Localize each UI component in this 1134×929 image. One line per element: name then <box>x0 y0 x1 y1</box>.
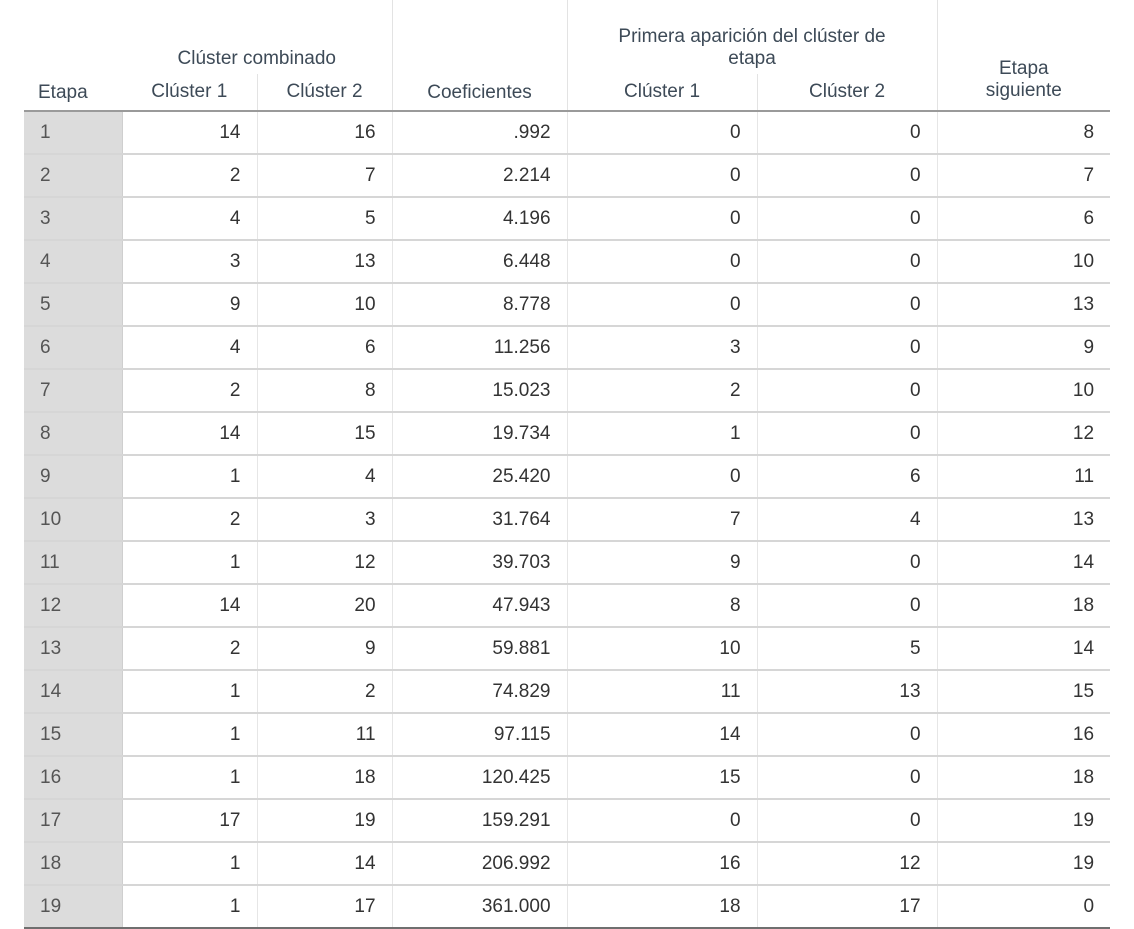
cell-cluster1: 2 <box>122 498 257 541</box>
cell-primera-cluster1: 0 <box>567 154 757 197</box>
cell-primera-cluster1: 14 <box>567 713 757 756</box>
cell-cluster1: 3 <box>122 240 257 283</box>
cell-coeficiente: 206.992 <box>392 842 567 885</box>
table-row <box>24 240 1110 283</box>
cell-primera-cluster1: 15 <box>567 756 757 799</box>
cell-coeficiente: 19.734 <box>392 412 567 455</box>
cell-etapa: 4 <box>24 240 122 283</box>
cell-cluster1: 1 <box>122 885 257 928</box>
cell-etapa: 18 <box>24 842 122 885</box>
cell-coeficiente: 6.448 <box>392 240 567 283</box>
cell-primera-cluster1: 3 <box>567 326 757 369</box>
cell-etapa: 8 <box>24 412 122 455</box>
cell-primera-cluster2: 0 <box>757 412 937 455</box>
cell-cluster1: 14 <box>122 584 257 627</box>
cell-coeficiente: .992 <box>392 111 567 154</box>
cell-etapa-siguiente: 19 <box>937 799 1110 842</box>
cell-etapa-siguiente: 14 <box>937 541 1110 584</box>
cell-etapa: 14 <box>24 670 122 713</box>
cell-etapa-siguiente: 14 <box>937 627 1110 670</box>
cell-cluster2: 18 <box>257 756 392 799</box>
table-row <box>24 756 1110 799</box>
cell-coeficiente: 159.291 <box>392 799 567 842</box>
cell-cluster2: 12 <box>257 541 392 584</box>
cell-etapa: 9 <box>24 455 122 498</box>
table-row <box>24 154 1110 197</box>
header-etapa-siguiente: Etapa siguiente <box>937 0 1110 111</box>
cell-cluster2: 11 <box>257 713 392 756</box>
cell-primera-cluster1: 0 <box>567 455 757 498</box>
cell-cluster2: 8 <box>257 369 392 412</box>
table-row <box>24 326 1110 369</box>
table-row <box>24 584 1110 627</box>
cell-cluster1: 1 <box>122 842 257 885</box>
table-row <box>24 627 1110 670</box>
cell-coeficiente: 2.214 <box>392 154 567 197</box>
cell-cluster2: 10 <box>257 283 392 326</box>
cell-primera-cluster2: 0 <box>757 713 937 756</box>
cell-primera-cluster1: 18 <box>567 885 757 928</box>
cell-etapa: 1 <box>24 111 122 154</box>
table-row <box>24 197 1110 240</box>
header-cluster1: Clúster 1 <box>122 74 257 111</box>
cell-etapa-siguiente: 8 <box>937 111 1110 154</box>
header-coeficientes: Coeficientes <box>392 0 567 111</box>
cell-primera-cluster2: 12 <box>757 842 937 885</box>
cell-etapa-siguiente: 19 <box>937 842 1110 885</box>
cell-primera-cluster1: 16 <box>567 842 757 885</box>
cell-primera-cluster2: 0 <box>757 799 937 842</box>
cell-cluster1: 4 <box>122 326 257 369</box>
cell-coeficiente: 47.943 <box>392 584 567 627</box>
cell-etapa-siguiente: 18 <box>937 756 1110 799</box>
cell-coeficiente: 39.703 <box>392 541 567 584</box>
cell-cluster1: 1 <box>122 756 257 799</box>
cell-etapa-siguiente: 6 <box>937 197 1110 240</box>
cell-coeficiente: 11.256 <box>392 326 567 369</box>
cell-etapa: 5 <box>24 283 122 326</box>
cell-primera-cluster2: 4 <box>757 498 937 541</box>
cell-cluster2: 2 <box>257 670 392 713</box>
table-row <box>24 412 1110 455</box>
header-cluster2: Clúster 2 <box>257 74 392 111</box>
cell-coeficiente: 97.115 <box>392 713 567 756</box>
cell-etapa: 11 <box>24 541 122 584</box>
cell-etapa: 10 <box>24 498 122 541</box>
cell-etapa: 2 <box>24 154 122 197</box>
cell-cluster1: 2 <box>122 369 257 412</box>
cell-primera-cluster2: 6 <box>757 455 937 498</box>
cell-cluster2: 16 <box>257 111 392 154</box>
cell-etapa-siguiente: 10 <box>937 369 1110 412</box>
cell-etapa: 12 <box>24 584 122 627</box>
cell-etapa-siguiente: 9 <box>937 326 1110 369</box>
cell-primera-cluster1: 0 <box>567 283 757 326</box>
cell-cluster1: 9 <box>122 283 257 326</box>
cell-primera-cluster1: 11 <box>567 670 757 713</box>
cell-primera-cluster2: 0 <box>757 369 937 412</box>
table-row <box>24 498 1110 541</box>
cell-etapa-siguiente: 11 <box>937 455 1110 498</box>
cell-etapa: 15 <box>24 713 122 756</box>
table-row <box>24 885 1110 928</box>
cell-coeficiente: 25.420 <box>392 455 567 498</box>
header-pa-cluster2: Clúster 2 <box>757 74 937 111</box>
cell-primera-cluster2: 0 <box>757 584 937 627</box>
cell-cluster1: 2 <box>122 627 257 670</box>
table-row <box>24 283 1110 326</box>
cell-primera-cluster1: 0 <box>567 111 757 154</box>
cell-cluster2: 3 <box>257 498 392 541</box>
header-cluster-combinado: Clúster combinado <box>122 0 392 74</box>
cell-primera-cluster2: 0 <box>757 154 937 197</box>
cell-primera-cluster2: 0 <box>757 541 937 584</box>
cell-cluster2: 6 <box>257 326 392 369</box>
cell-etapa: 6 <box>24 326 122 369</box>
cell-cluster2: 20 <box>257 584 392 627</box>
cell-primera-cluster1: 1 <box>567 412 757 455</box>
cell-etapa-siguiente: 7 <box>937 154 1110 197</box>
cell-cluster2: 5 <box>257 197 392 240</box>
cell-etapa: 3 <box>24 197 122 240</box>
cell-cluster1: 14 <box>122 412 257 455</box>
cell-etapa-siguiente: 13 <box>937 498 1110 541</box>
cell-cluster1: 1 <box>122 670 257 713</box>
table-row <box>24 541 1110 584</box>
cell-cluster1: 1 <box>122 455 257 498</box>
cell-etapa-siguiente: 16 <box>937 713 1110 756</box>
cell-etapa: 7 <box>24 369 122 412</box>
cell-etapa: 17 <box>24 799 122 842</box>
cell-cluster2: 15 <box>257 412 392 455</box>
cell-cluster2: 9 <box>257 627 392 670</box>
header-pa-cluster1: Clúster 1 <box>567 74 757 111</box>
cell-etapa: 13 <box>24 627 122 670</box>
table-row <box>24 670 1110 713</box>
agglomeration-table <box>24 0 1110 929</box>
cell-primera-cluster2: 5 <box>757 627 937 670</box>
cell-primera-cluster2: 0 <box>757 240 937 283</box>
cell-primera-cluster2: 0 <box>757 111 937 154</box>
cell-etapa-siguiente: 0 <box>937 885 1110 928</box>
cell-cluster1: 14 <box>122 111 257 154</box>
cell-cluster1: 4 <box>122 197 257 240</box>
cell-primera-cluster2: 17 <box>757 885 937 928</box>
cell-coeficiente: 120.425 <box>392 756 567 799</box>
cell-primera-cluster1: 10 <box>567 627 757 670</box>
cell-primera-cluster2: 0 <box>757 326 937 369</box>
cell-cluster1: 1 <box>122 713 257 756</box>
cell-coeficiente: 31.764 <box>392 498 567 541</box>
cell-etapa-siguiente: 13 <box>937 283 1110 326</box>
cell-primera-cluster1: 0 <box>567 799 757 842</box>
cell-primera-cluster1: 8 <box>567 584 757 627</box>
cell-etapa: 16 <box>24 756 122 799</box>
table-row <box>24 842 1110 885</box>
cell-primera-cluster1: 0 <box>567 240 757 283</box>
cell-coeficiente: 15.023 <box>392 369 567 412</box>
table-row <box>24 713 1110 756</box>
cell-cluster1: 17 <box>122 799 257 842</box>
cell-cluster2: 19 <box>257 799 392 842</box>
cell-coeficiente: 59.881 <box>392 627 567 670</box>
cell-etapa: 19 <box>24 885 122 928</box>
table-row <box>24 455 1110 498</box>
cell-etapa-siguiente: 15 <box>937 670 1110 713</box>
cell-primera-cluster2: 13 <box>757 670 937 713</box>
table-row <box>24 111 1110 154</box>
header-primera-aparicion: Primera aparición del clúster de etapa <box>567 0 937 74</box>
cell-etapa-siguiente: 12 <box>937 412 1110 455</box>
cell-primera-cluster1: 9 <box>567 541 757 584</box>
table-row <box>24 369 1110 412</box>
cell-etapa-siguiente: 18 <box>937 584 1110 627</box>
cell-primera-cluster1: 2 <box>567 369 757 412</box>
cell-coeficiente: 361.000 <box>392 885 567 928</box>
table-body <box>24 111 1110 928</box>
cell-coeficiente: 8.778 <box>392 283 567 326</box>
cell-primera-cluster1: 0 <box>567 197 757 240</box>
cell-etapa-siguiente: 10 <box>937 240 1110 283</box>
table-row <box>24 799 1110 842</box>
cell-cluster2: 7 <box>257 154 392 197</box>
cell-primera-cluster1: 7 <box>567 498 757 541</box>
cell-cluster2: 14 <box>257 842 392 885</box>
cell-primera-cluster2: 0 <box>757 197 937 240</box>
cell-cluster2: 4 <box>257 455 392 498</box>
cell-coeficiente: 4.196 <box>392 197 567 240</box>
cell-primera-cluster2: 0 <box>757 756 937 799</box>
cell-cluster1: 2 <box>122 154 257 197</box>
header-etapa: Etapa <box>24 0 122 111</box>
cell-cluster2: 13 <box>257 240 392 283</box>
cell-primera-cluster2: 0 <box>757 283 937 326</box>
cell-cluster2: 17 <box>257 885 392 928</box>
cell-cluster1: 1 <box>122 541 257 584</box>
cell-coeficiente: 74.829 <box>392 670 567 713</box>
